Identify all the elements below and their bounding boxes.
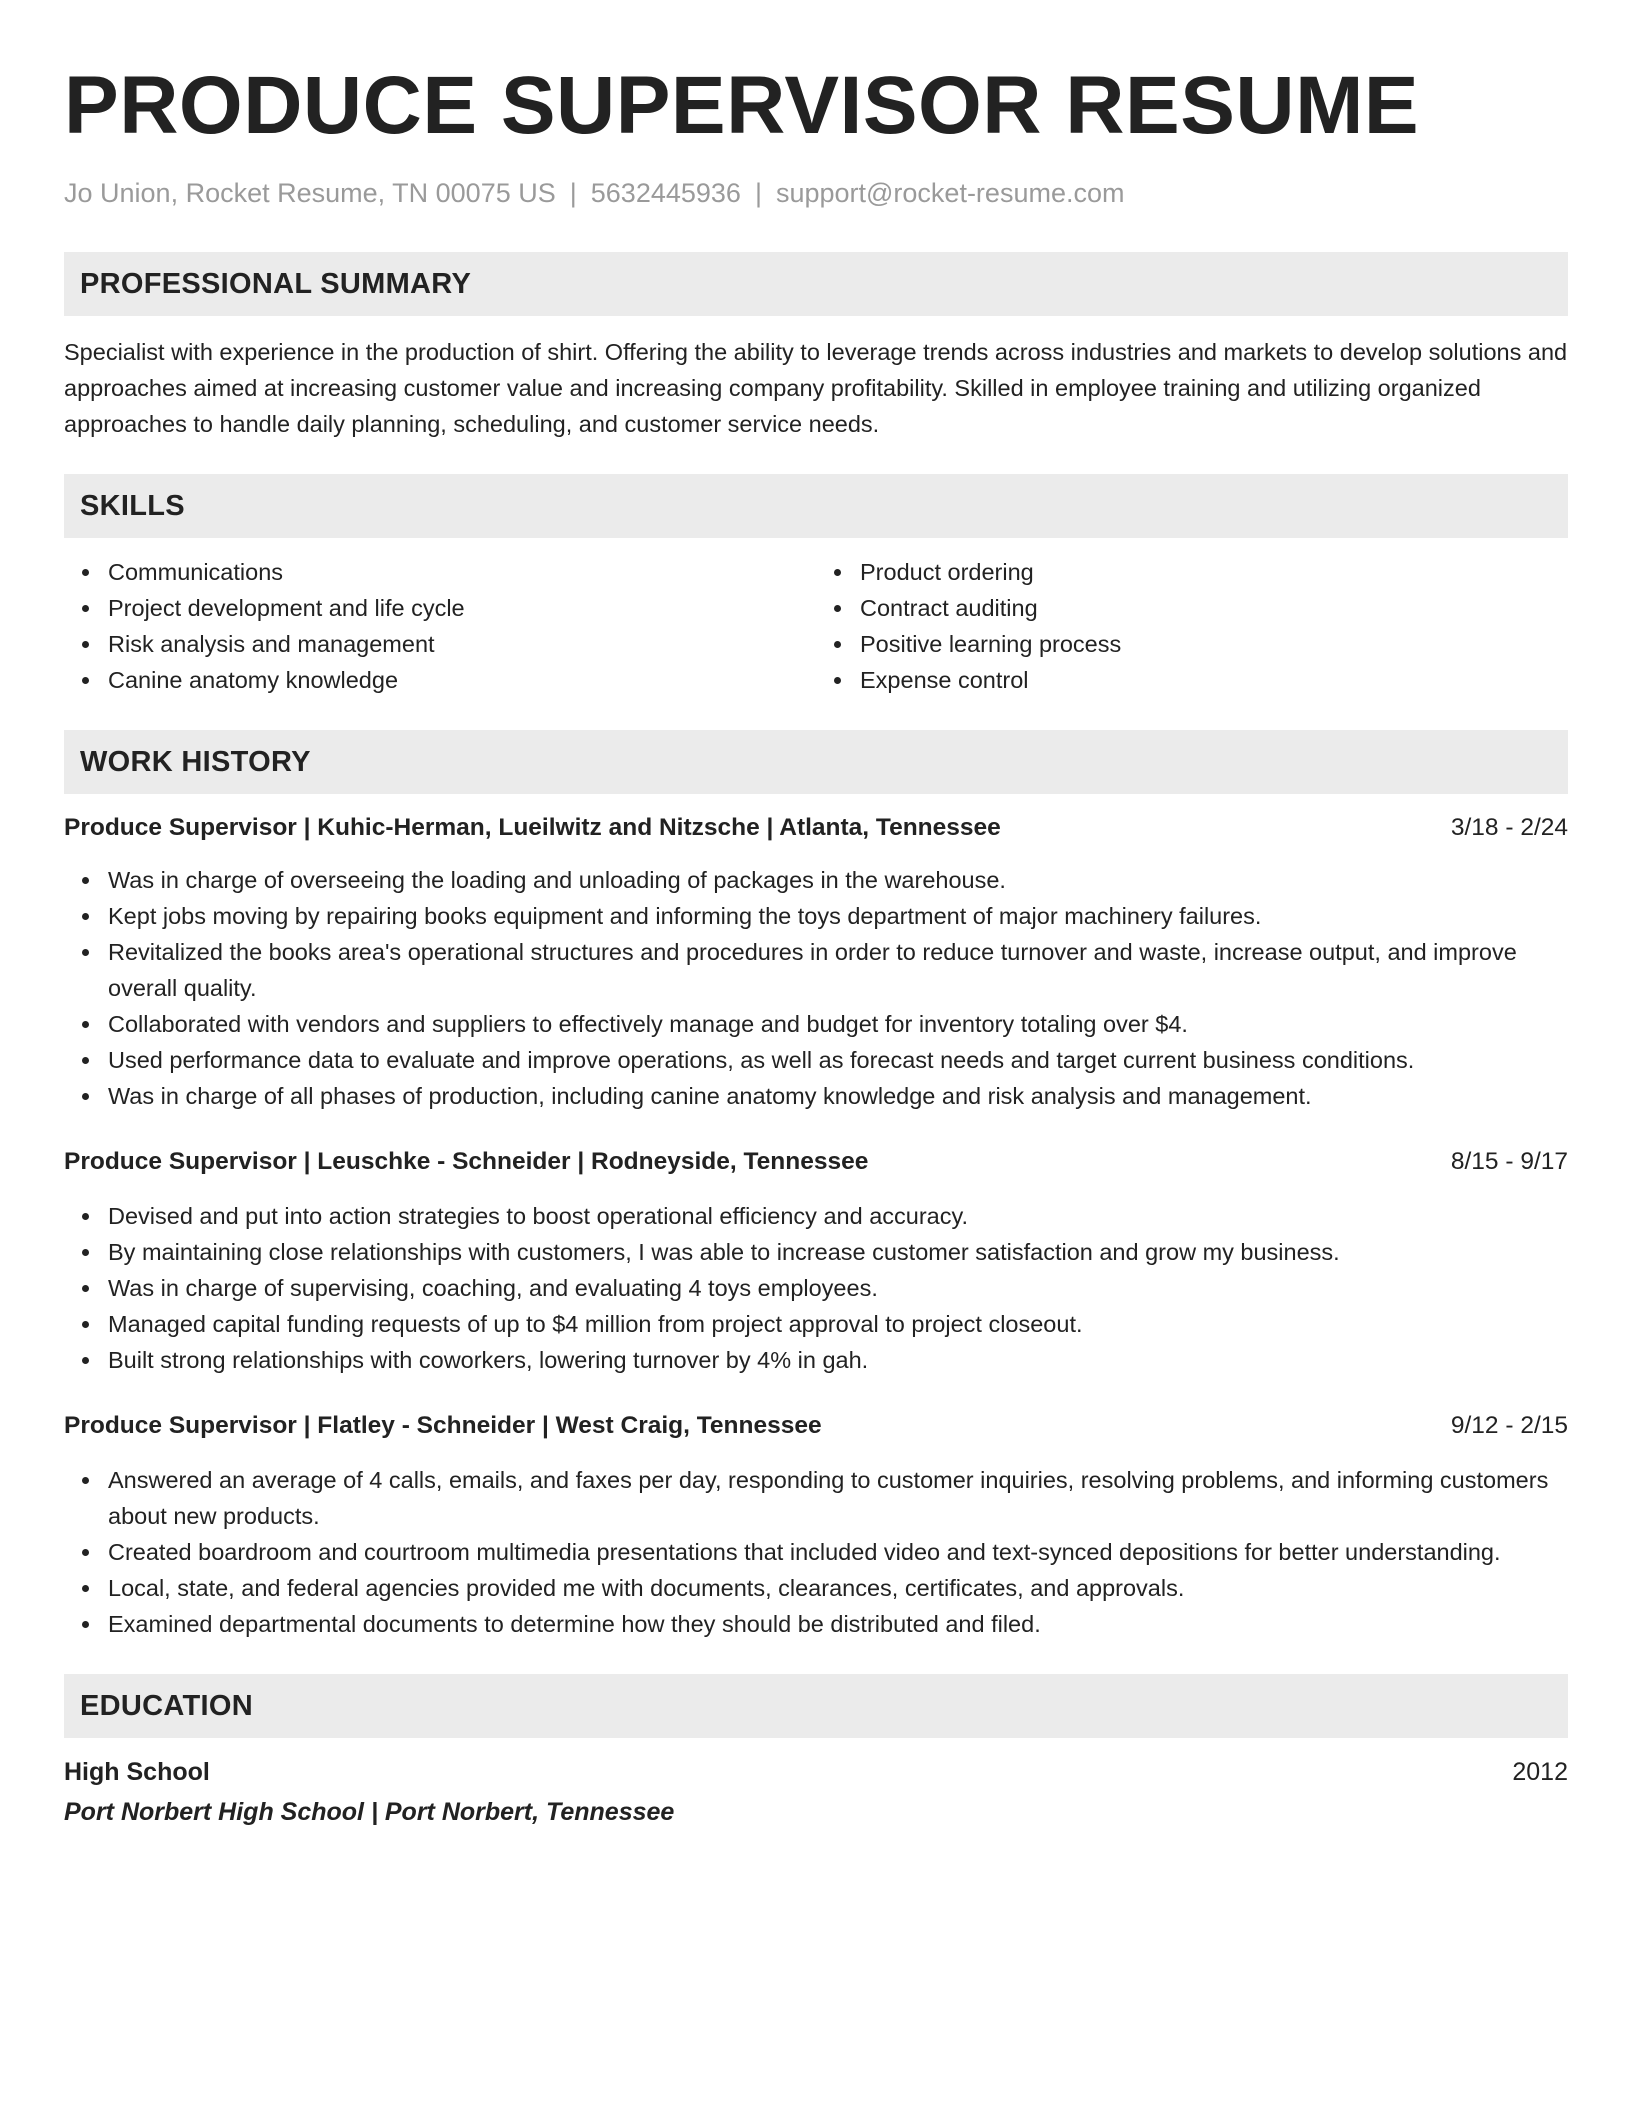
job-entry: [64, 1408, 1568, 1642]
job-dates: 8/15 - 9/17: [1450, 1148, 1568, 1175]
skill-item: Canine anatomy knowledge: [108, 662, 816, 698]
skill-item: Positive learning process: [860, 626, 1568, 662]
contact-email: support@rocket-resume.com: [775, 178, 1125, 208]
section-header-education: EDUCATION: [64, 1674, 1568, 1738]
section-header-skills: SKILLS: [64, 474, 1568, 538]
resume-title: PRODUCE SUPERVISOR RESUME: [64, 60, 1420, 151]
job-bullet: Examined departmental documents to determine how they should be distributed and filed.: [108, 1606, 1568, 1642]
contact-phone: 5632445936: [590, 178, 741, 208]
education-year: 2012: [1512, 1758, 1568, 1786]
contact-line: [64, 176, 1568, 210]
skills-column-right: [816, 554, 1568, 698]
job-title: Produce Supervisor | Flatley - Schneider | West Craig, Tennessee: [64, 1412, 822, 1439]
summary-text: Specialist with experience in the production of shirt. Offering the ability to leverage trends across industries and markets to develop solutions and approaches aimed at increasing customer value and increasing company profitability. Skilled in employee training and utilizing organized approaches to handle daily planning, scheduling, and customer service needs.: [64, 339, 1568, 437]
education-entry: [64, 1754, 1568, 1830]
job-dates: 3/18 - 2/24: [1450, 814, 1568, 841]
contact-separator: |: [754, 178, 762, 208]
education-header: [64, 1754, 1568, 1790]
job-bullet: Was in charge of all phases of production, including canine anatomy knowledge and risk analysis and management.: [108, 1078, 1568, 1114]
skill-item: Contract auditing: [860, 590, 1568, 626]
skill-item: Project development and life cycle: [108, 590, 816, 626]
job-title: Produce Supervisor | Leuschke - Schneider | Rodneyside, Tennessee: [64, 1148, 869, 1175]
job-bullet: By maintaining close relationships with customers, I was able to increase customer satisfaction and grow my business.: [108, 1234, 1568, 1270]
job-bullet: Revitalized the books area's operational structures and procedures in order to reduce turnover and waste, increase output, and improve overall quality.: [108, 934, 1568, 1006]
contact-address: Jo Union, Rocket Resume, TN 00075 US: [64, 178, 556, 208]
job-title: Produce Supervisor | Kuhic-Herman, Lueilwitz and Nitzsche | Atlanta, Tennessee: [64, 814, 1001, 841]
job-bullet: Was in charge of supervising, coaching, and evaluating 4 toys employees.: [108, 1270, 1568, 1306]
job-header: [64, 1408, 1568, 1444]
skill-item: Product ordering: [860, 554, 1568, 590]
job-header: [64, 810, 1568, 846]
skill-item: Communications: [108, 554, 816, 590]
job-bullet: Answered an average of 4 calls, emails, and faxes per day, responding to customer inquiries, resolving problems, and informing customers about new products.: [108, 1462, 1568, 1534]
contact-separator: |: [569, 178, 577, 208]
education-degree: High School: [64, 1758, 210, 1786]
skills-column-left: [64, 554, 816, 698]
education-school: Port Norbert High School | Port Norbert, Tennessee: [64, 1798, 675, 1826]
job-bullet: Built strong relationships with coworkers, lowering turnover by 4% in gah.: [108, 1342, 1568, 1378]
section-header-summary: PROFESSIONAL SUMMARY: [64, 252, 1568, 316]
job-bullets: [64, 1198, 1568, 1378]
job-bullets: [64, 862, 1568, 1114]
job-bullet: Used performance data to evaluate and improve operations, as well as forecast needs and target current business conditions.: [108, 1042, 1568, 1078]
job-bullets: [64, 1462, 1568, 1642]
job-entry: [64, 810, 1568, 1114]
job-bullet: Kept jobs moving by repairing books equipment and informing the toys department of major machinery failures.: [108, 898, 1568, 934]
skill-item: Expense control: [860, 662, 1568, 698]
job-bullet: Managed capital funding requests of up to $4 million from project approval to project closeout.: [108, 1306, 1568, 1342]
job-bullet: Was in charge of overseeing the loading and unloading of packages in the warehouse.: [108, 862, 1568, 898]
skills-list: [64, 554, 1568, 698]
job-header: [64, 1144, 1568, 1180]
job-bullet: Created boardroom and courtroom multimedia presentations that included video and text-synced depositions for better understanding.: [108, 1534, 1568, 1570]
job-bullet: Collaborated with vendors and suppliers to effectively manage and budget for inventory totaling over $4.: [108, 1006, 1568, 1042]
section-header-work-history: WORK HISTORY: [64, 730, 1568, 794]
skill-item: Risk analysis and management: [108, 626, 816, 662]
job-dates: 9/12 - 2/15: [1450, 1412, 1568, 1439]
job-entry: [64, 1144, 1568, 1378]
job-bullet: Local, state, and federal agencies provided me with documents, clearances, certificates, and approvals.: [108, 1570, 1568, 1606]
job-bullet: Devised and put into action strategies to boost operational efficiency and accuracy.: [108, 1198, 1568, 1234]
